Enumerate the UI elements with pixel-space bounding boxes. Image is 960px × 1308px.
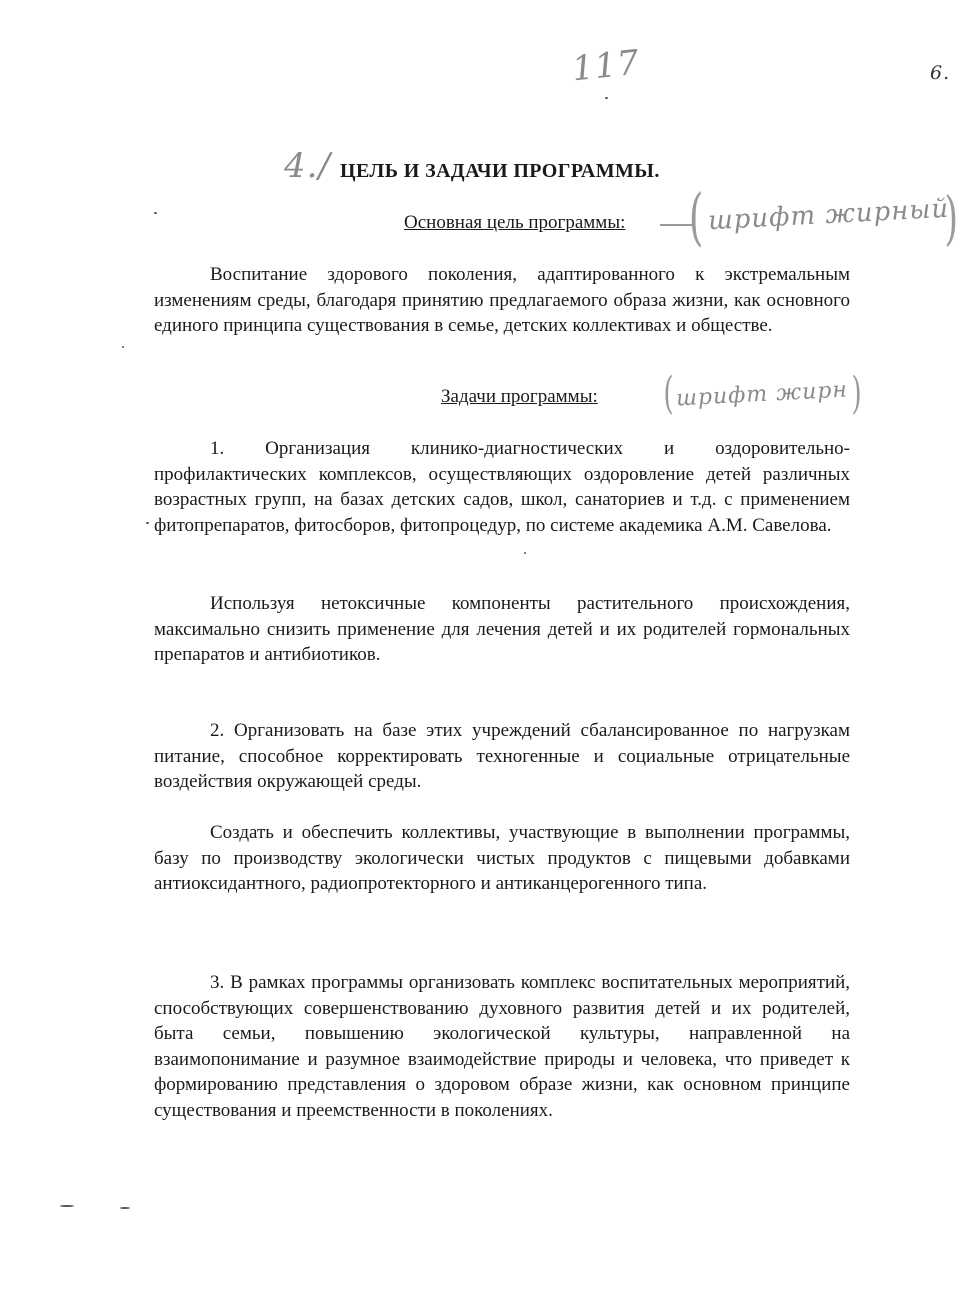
handwritten-open-bracket: ( (663, 368, 674, 419)
handwritten-open-bracket: ( (688, 180, 704, 253)
scan-speck (524, 552, 526, 554)
scan-speck (120, 1207, 130, 1209)
handwritten-folio-number: 117 (570, 42, 642, 90)
tasks-heading: Задачи программы: (441, 386, 598, 407)
task-1-note-text: Используя нетоксичные компоненты растительного происхождения, максимально снизить применение для лечения детей и их родителей гормональных препаратов и антибиотиков. (154, 593, 850, 665)
handwritten-close-bracket: ) (851, 368, 862, 419)
task-1-text: 1. Организация клинико-диагностических и оздоровительно-профилактических комплексов, осуществляющих оздоровление детей различных возрастных групп, на базах детских садов, школ, санаториев и т.д. с применением фитопрепаратов, фитосборов, фитопроцедур, по системе академика А.М. Савелова. (154, 438, 850, 536)
scan-speck (60, 1205, 74, 1207)
task-3-text: 3. В рамках программы организовать комплекс воспитательных мероприятий, способствующих совершенствованию духовного развития детей и их родителей, быта семьи, повышению экологической культуры, направленной на взаимопонимание и разумное взаимодействие природы и человека, что приведет к формированию представления о здоровом образе жизни, как основном принципе существования и преемственности в поколениях. (154, 972, 850, 1121)
goal-text: Воспитание здорового поколения, адаптированного к экстремальным изменениям среды, благодаря принятию предлагаемого образа жизни, как основного единого принципа существования в семье, детских коллективах и обществе. (154, 264, 850, 336)
handwritten-section-number: 4./ (284, 146, 331, 186)
document-title: ЦЕЛЬ И ЗАДАЧИ ПРОГРАММЫ. (340, 160, 660, 182)
goal-paragraph (154, 262, 850, 339)
handwritten-note-goal: шрифт жирный (707, 193, 950, 237)
task-1-note-paragraph (154, 591, 850, 668)
scan-speck (146, 522, 149, 524)
task-2-note-text: Создать и обеспечить коллективы, участвующие в выполнении программы, базу по производству экологически чистых продуктов с пищевыми добавками антиоксидантного, радиопротекторного и антиканцерогенного типа. (154, 822, 850, 894)
scan-speck (122, 346, 124, 348)
task-2-paragraph (154, 718, 850, 795)
scan-speck (154, 212, 157, 214)
task-2-text: 2. Организовать на базе этих учреждений сбалансированное по нагрузкам питание, способное корректировать техногенные и социальные отрицательные воздействия окружающей среды. (154, 720, 850, 792)
handwritten-note-tasks: шрифт жирн (675, 377, 849, 412)
task-3-paragraph (154, 970, 850, 1123)
goal-heading: Основная цель программы: (404, 212, 626, 233)
scan-speck (605, 97, 608, 99)
handwritten-close-bracket: ) (944, 184, 959, 252)
task-1-paragraph (154, 436, 850, 538)
handwritten-page-number: 6. (930, 62, 951, 84)
task-2-note-paragraph (154, 820, 850, 897)
